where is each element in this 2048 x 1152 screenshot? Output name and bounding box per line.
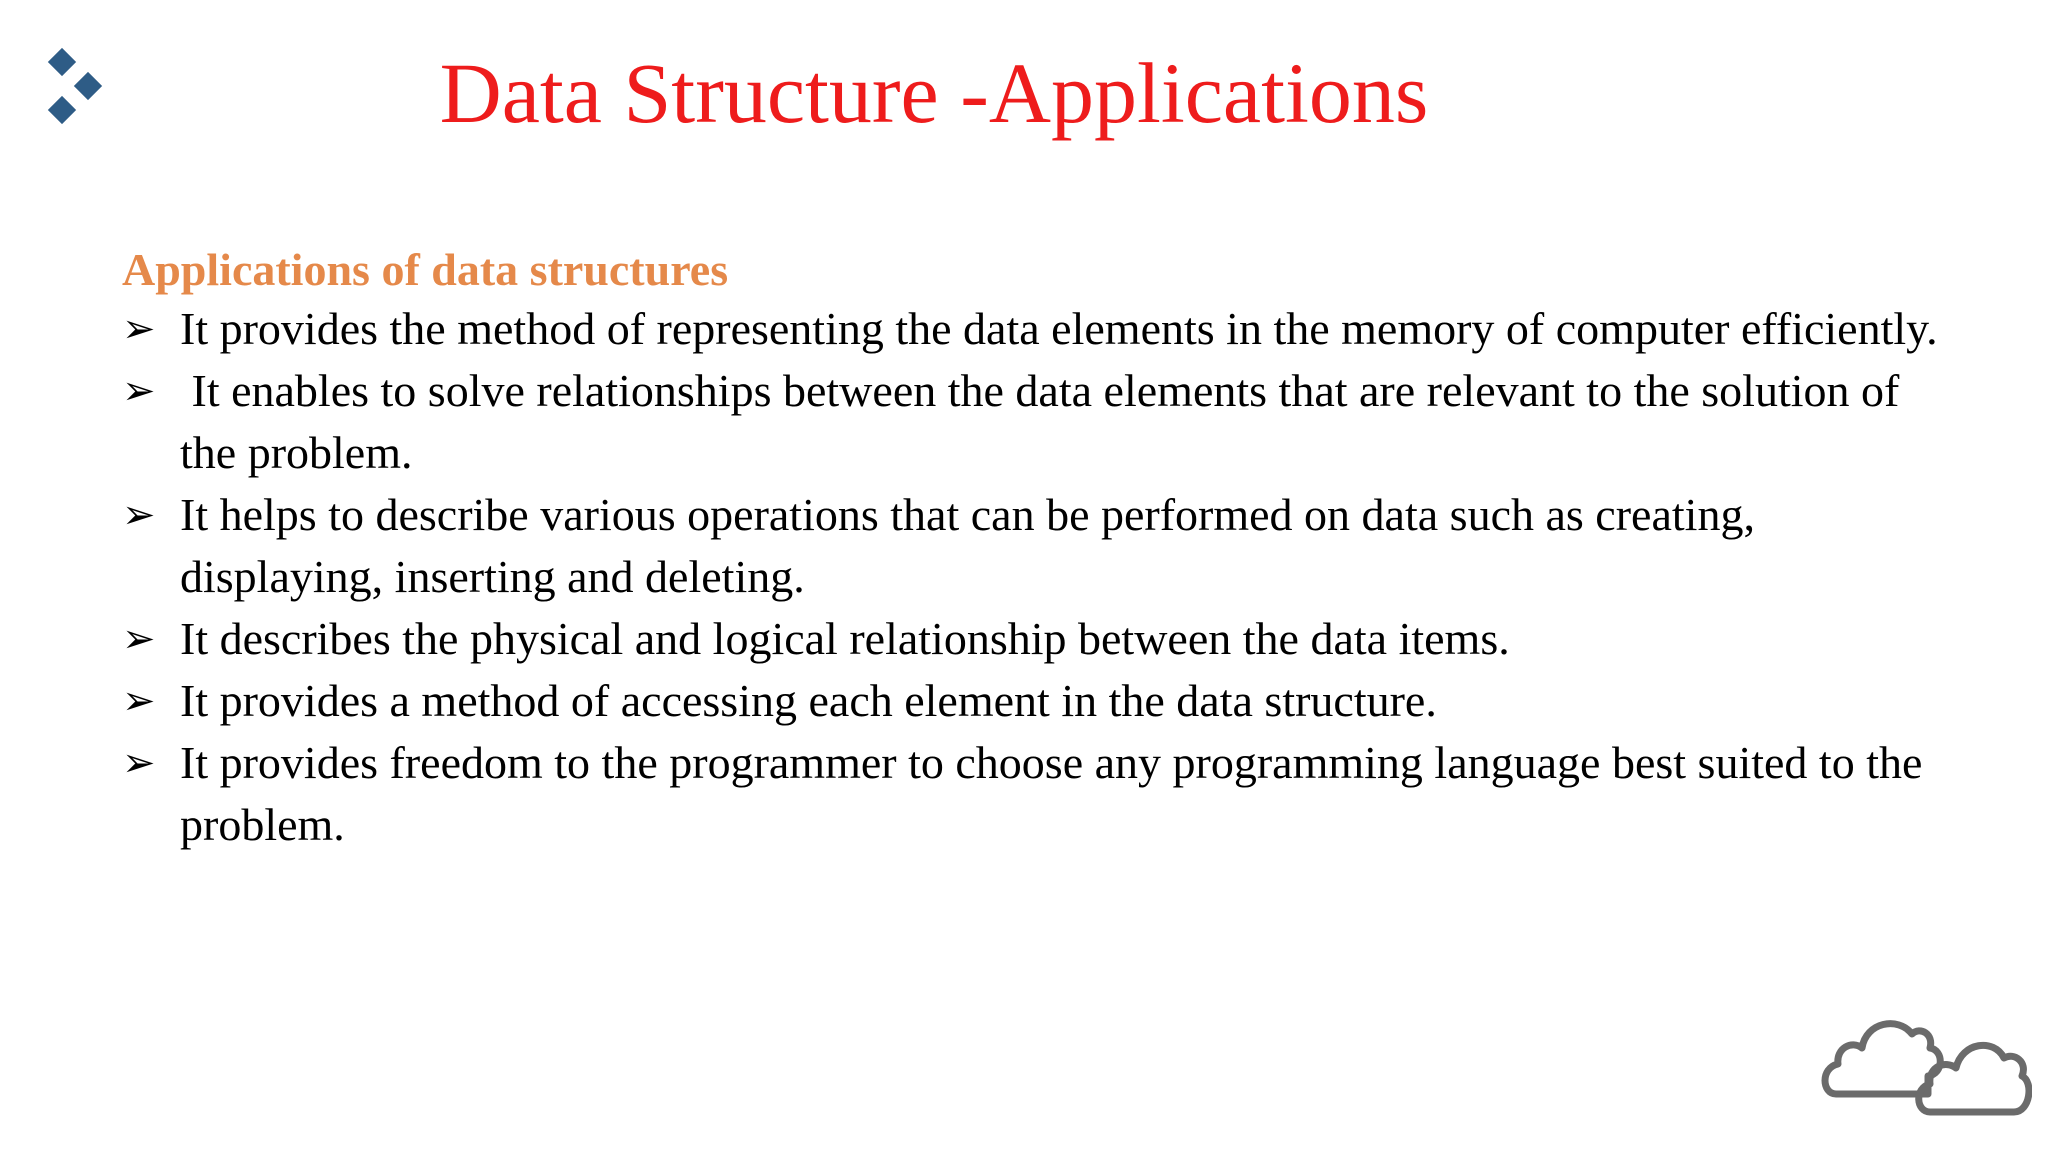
- bullet-item: [122, 298, 1962, 360]
- slide-title: [0, 38, 2048, 148]
- bullet-text: It provides the method of representing the data elements in the memory of computer efficiently.: [180, 303, 1938, 354]
- arrow-bullet-icon: ➢: [122, 368, 156, 413]
- bullet-item: [122, 732, 1962, 856]
- bullet-text: It provides a method of accessing each element in the data structure.: [180, 675, 1437, 726]
- bullet-item: [122, 608, 1962, 670]
- bullet-list: [122, 298, 1962, 856]
- slide-title-text: Data Structure -Applications: [439, 45, 1429, 141]
- bullet-item: [122, 670, 1962, 732]
- arrow-bullet-icon: ➢: [122, 616, 156, 661]
- bullet-item: [122, 484, 1962, 608]
- section-subtitle: Applications of data structures: [122, 244, 729, 295]
- bullet-item: [122, 360, 1962, 484]
- arrow-bullet-icon: ➢: [122, 678, 156, 723]
- arrow-bullet-icon: ➢: [122, 492, 156, 537]
- cloud-outline-icon: [1818, 1000, 2032, 1120]
- bullet-text: It describes the physical and logical relationship between the data items.: [180, 613, 1510, 664]
- bullet-text: It enables to solve relationships between the data elements that are relevant to the solution of the problem.: [180, 365, 1911, 478]
- arrow-bullet-icon: ➢: [122, 306, 156, 351]
- bullet-text: It helps to describe various operations that can be performed on data such as creating, displaying, inserting and deleting.: [180, 489, 1755, 602]
- arrow-bullet-icon: ➢: [122, 740, 156, 785]
- bullet-text: It provides freedom to the programmer to choose any programming language best suited to the problem.: [180, 737, 1923, 850]
